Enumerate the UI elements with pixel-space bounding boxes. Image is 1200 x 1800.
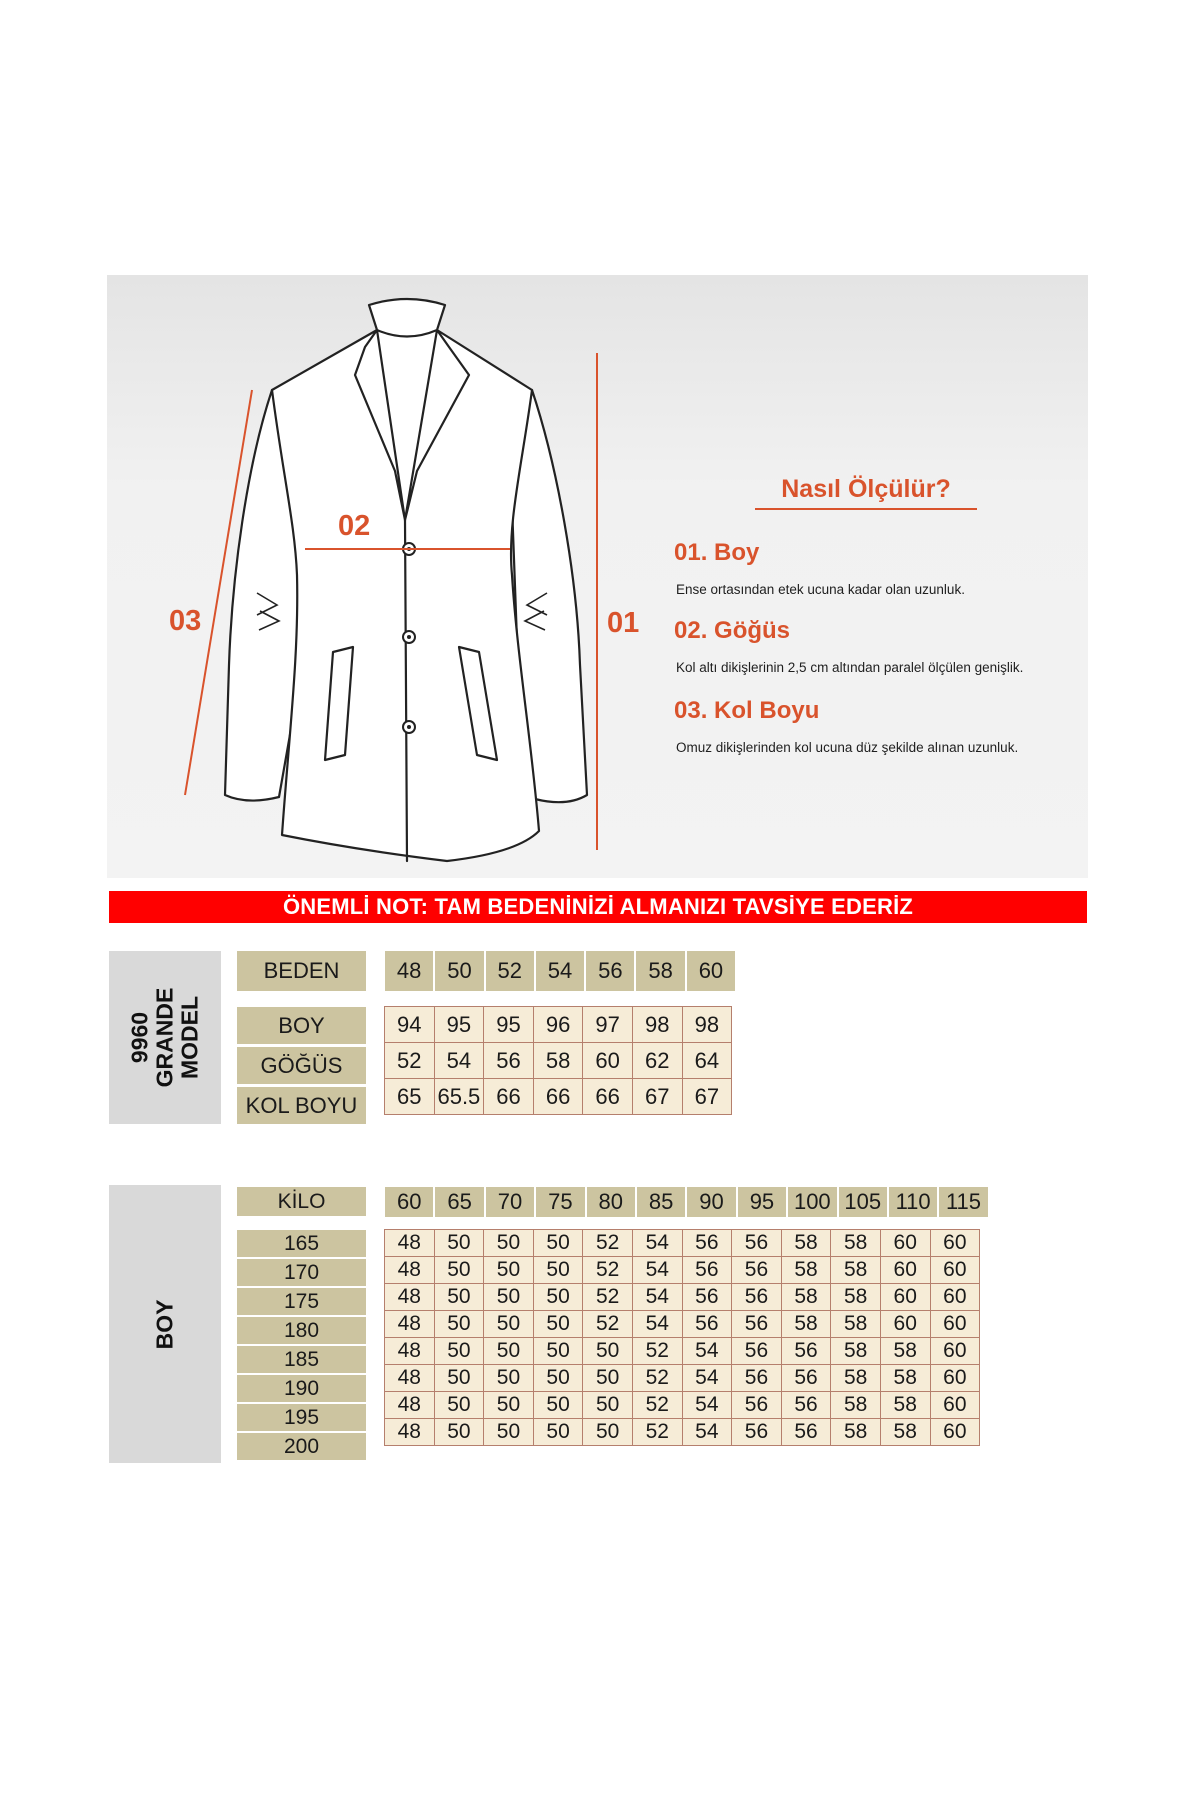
table-cell: 94 [385,1007,435,1043]
table-cell: 50 [434,1284,484,1311]
table-cell: 50 [434,1365,484,1392]
model-word: MODEL [176,995,203,1080]
table-cell: 58 [831,1365,881,1392]
table-cell: 58 [880,1338,930,1365]
table-cell: 58 [831,1284,881,1311]
table-cell: 58 [533,1043,583,1079]
table-cell: 48 [385,1419,435,1446]
table-cell: 58 [831,1311,881,1338]
table-cell: 48 [385,1392,435,1419]
table-cell: 50 [434,1338,484,1365]
sleeve-heading: 03. Kol Boyu [674,697,820,724]
length-heading: 01. Boy [674,539,760,566]
height-row-label: 175 [237,1288,366,1315]
table-cell: 50 [484,1419,534,1446]
table-cell: 58 [831,1257,881,1284]
table-cell: 50 [434,1392,484,1419]
table-cell: 50 [533,1311,583,1338]
table-cell: 50 [484,1230,534,1257]
table-cell: 60 [930,1419,980,1446]
weight-cell: 110 [889,1187,937,1217]
weight-cell: 75 [536,1187,584,1217]
table-cell: 52 [583,1257,633,1284]
table-cell: 60 [880,1257,930,1284]
table-cell: 50 [434,1419,484,1446]
table-cell: 50 [533,1338,583,1365]
table-cell: 48 [385,1230,435,1257]
table-cell: 52 [583,1230,633,1257]
height-row-label: 180 [237,1317,366,1344]
table-cell: 50 [484,1311,534,1338]
table-cell: 50 [434,1311,484,1338]
weight-cell: 85 [637,1187,685,1217]
size-cell: 56 [586,951,634,991]
chest-marker: 02 [338,510,371,542]
table-row [385,1079,732,1115]
table-cell: 56 [781,1338,831,1365]
table-cell: 52 [632,1392,682,1419]
table-cell: 65 [385,1079,435,1115]
table-cell: 66 [484,1079,534,1115]
table-cell: 50 [484,1257,534,1284]
table-cell: 60 [930,1311,980,1338]
table-cell: 54 [632,1230,682,1257]
table-cell: 56 [682,1311,732,1338]
table-cell: 60 [880,1230,930,1257]
table-cell: 98 [632,1007,682,1043]
table-cell: 56 [484,1043,534,1079]
table-cell: 54 [682,1365,732,1392]
model-label [109,951,221,1124]
model-name: GRANDE [151,987,178,1088]
table-cell: 52 [632,1365,682,1392]
how-to-measure-title: Nasıl Ölçülür? [755,475,977,510]
table-cell: 56 [732,1392,782,1419]
table-cell: 56 [682,1284,732,1311]
table-cell: 48 [385,1311,435,1338]
size-cell: 52 [486,951,534,991]
weight-cell: 115 [939,1187,987,1217]
table-cell: 50 [533,1419,583,1446]
weight-cell: 105 [839,1187,887,1217]
table-row [385,1043,732,1079]
table-cell: 48 [385,1257,435,1284]
sleeve-description: Omuz dikişlerinden kol ucuna düz şekilde alınan uzunluk. [676,740,1019,755]
height-row-label: 165 [237,1230,366,1257]
table-cell: 50 [434,1257,484,1284]
table-cell: 58 [781,1257,831,1284]
table-cell: 62 [632,1043,682,1079]
table-cell: 58 [880,1365,930,1392]
table-cell: 97 [583,1007,633,1043]
table-cell: 54 [434,1043,484,1079]
table-cell: 54 [632,1311,682,1338]
table-cell: 48 [385,1365,435,1392]
table-cell: 60 [583,1043,633,1079]
table-cell: 60 [880,1311,930,1338]
table-cell: 95 [484,1007,534,1043]
table-cell: 95 [434,1007,484,1043]
table-cell: 64 [682,1043,732,1079]
table-cell: 54 [682,1338,732,1365]
table-cell: 52 [583,1311,633,1338]
table-cell: 50 [533,1257,583,1284]
height-row-label: 185 [237,1346,366,1373]
length-marker: 01 [607,607,640,639]
height-row-label: 190 [237,1375,366,1402]
table-row [385,1230,980,1257]
table-cell: 56 [682,1257,732,1284]
table-cell: 56 [732,1257,782,1284]
table-row [385,1392,980,1419]
weight-cell: 95 [738,1187,786,1217]
table-cell: 58 [831,1392,881,1419]
jacket-illustration [107,275,1088,878]
table-cell: 56 [732,1419,782,1446]
table-cell: 60 [930,1365,980,1392]
table-cell: 58 [880,1392,930,1419]
table-cell: 58 [880,1419,930,1446]
size-cell: 60 [687,951,735,991]
table-cell: 50 [484,1284,534,1311]
sleeve-marker: 03 [169,605,202,637]
table-row [385,1007,732,1043]
table-cell: 48 [385,1338,435,1365]
table-cell: 56 [732,1338,782,1365]
table-cell: 50 [484,1392,534,1419]
weight-cell: 60 [385,1187,433,1217]
table-cell: 58 [781,1284,831,1311]
table-cell: 52 [385,1043,435,1079]
table-cell: 65.5 [434,1079,484,1115]
table-cell: 54 [632,1257,682,1284]
length-description: Ense ortasından etek ucuna kadar olan uzunluk. [676,582,965,597]
table-cell: 58 [781,1230,831,1257]
table-row [385,1419,980,1446]
table-row [385,1284,980,1311]
weight-cell: 65 [435,1187,483,1217]
table-cell: 56 [781,1419,831,1446]
table-cell: 98 [682,1007,732,1043]
table-cell: 50 [533,1284,583,1311]
table-cell: 60 [930,1284,980,1311]
weight-header-row [385,1187,988,1227]
table-row [385,1311,980,1338]
table-cell: 56 [732,1365,782,1392]
table-cell: 54 [632,1284,682,1311]
table-cell: 60 [930,1392,980,1419]
table-cell: 52 [632,1419,682,1446]
size-header-row [385,951,735,991]
collar [369,299,445,337]
size-header-label: BEDEN [237,951,366,991]
height-weight-size-table [384,1229,980,1446]
size-measurements-table [384,1006,732,1115]
measurement-guide [107,275,1088,878]
row-label-kol-boyu: KOL BOYU [237,1087,366,1124]
table-cell: 58 [831,1419,881,1446]
table-cell: 48 [385,1284,435,1311]
height-row-label: 170 [237,1259,366,1286]
size-cell: 50 [435,951,483,991]
table-cell: 50 [583,1365,633,1392]
height-row-label: 195 [237,1404,366,1431]
size-cell: 54 [536,951,584,991]
table-cell: 60 [930,1338,980,1365]
table-cell: 54 [682,1392,732,1419]
height-label [109,1185,221,1463]
table-cell: 60 [880,1284,930,1311]
table-cell: 66 [533,1079,583,1115]
table-cell: 67 [682,1079,732,1115]
table-cell: 50 [533,1392,583,1419]
table-cell: 56 [682,1230,732,1257]
table-cell: 66 [583,1079,633,1115]
table-cell: 50 [583,1338,633,1365]
table-row [385,1365,980,1392]
weight-cell: 70 [486,1187,534,1217]
table-cell: 56 [781,1365,831,1392]
chest-heading: 02. Göğüs [674,617,791,644]
table-cell: 60 [930,1230,980,1257]
table-cell: 96 [533,1007,583,1043]
table-cell: 56 [732,1284,782,1311]
height-row-label: 200 [237,1433,366,1460]
table-cell: 50 [583,1392,633,1419]
table-cell: 60 [930,1257,980,1284]
table-row [385,1338,980,1365]
size-cell: 48 [385,951,433,991]
table-cell: 50 [434,1230,484,1257]
size-cell: 58 [636,951,684,991]
weight-cell: 90 [687,1187,735,1217]
important-note-banner: ÖNEMLİ NOT: TAM BEDENİNİZİ ALMANIZI TAVSİYE EDERİZ [109,891,1087,923]
table-cell: 58 [831,1338,881,1365]
row-label-gogus: GÖĞÜS [237,1047,366,1084]
table-row [385,1257,980,1284]
table-cell: 67 [632,1079,682,1115]
table-cell: 58 [831,1230,881,1257]
table-cell: 50 [533,1230,583,1257]
model-code: 9960 [126,1011,153,1064]
weight-header-label: KİLO [237,1187,366,1216]
table-cell: 52 [583,1284,633,1311]
table-cell: 50 [484,1338,534,1365]
weight-cell: 80 [587,1187,635,1217]
weight-cell: 100 [788,1187,836,1217]
table-cell: 50 [533,1365,583,1392]
table-cell: 54 [682,1419,732,1446]
chest-description: Kol altı dikişlerinin 2,5 cm altından paralel ölçülen genişlik. [676,660,1024,675]
table-cell: 56 [732,1311,782,1338]
table-cell: 50 [484,1365,534,1392]
row-label-boy: BOY [237,1007,366,1044]
table-cell: 56 [732,1230,782,1257]
table-cell: 52 [632,1338,682,1365]
table-cell: 56 [781,1392,831,1419]
table-cell: 58 [781,1311,831,1338]
height-label-text: BOY [151,1299,178,1349]
table-cell: 50 [583,1419,633,1446]
